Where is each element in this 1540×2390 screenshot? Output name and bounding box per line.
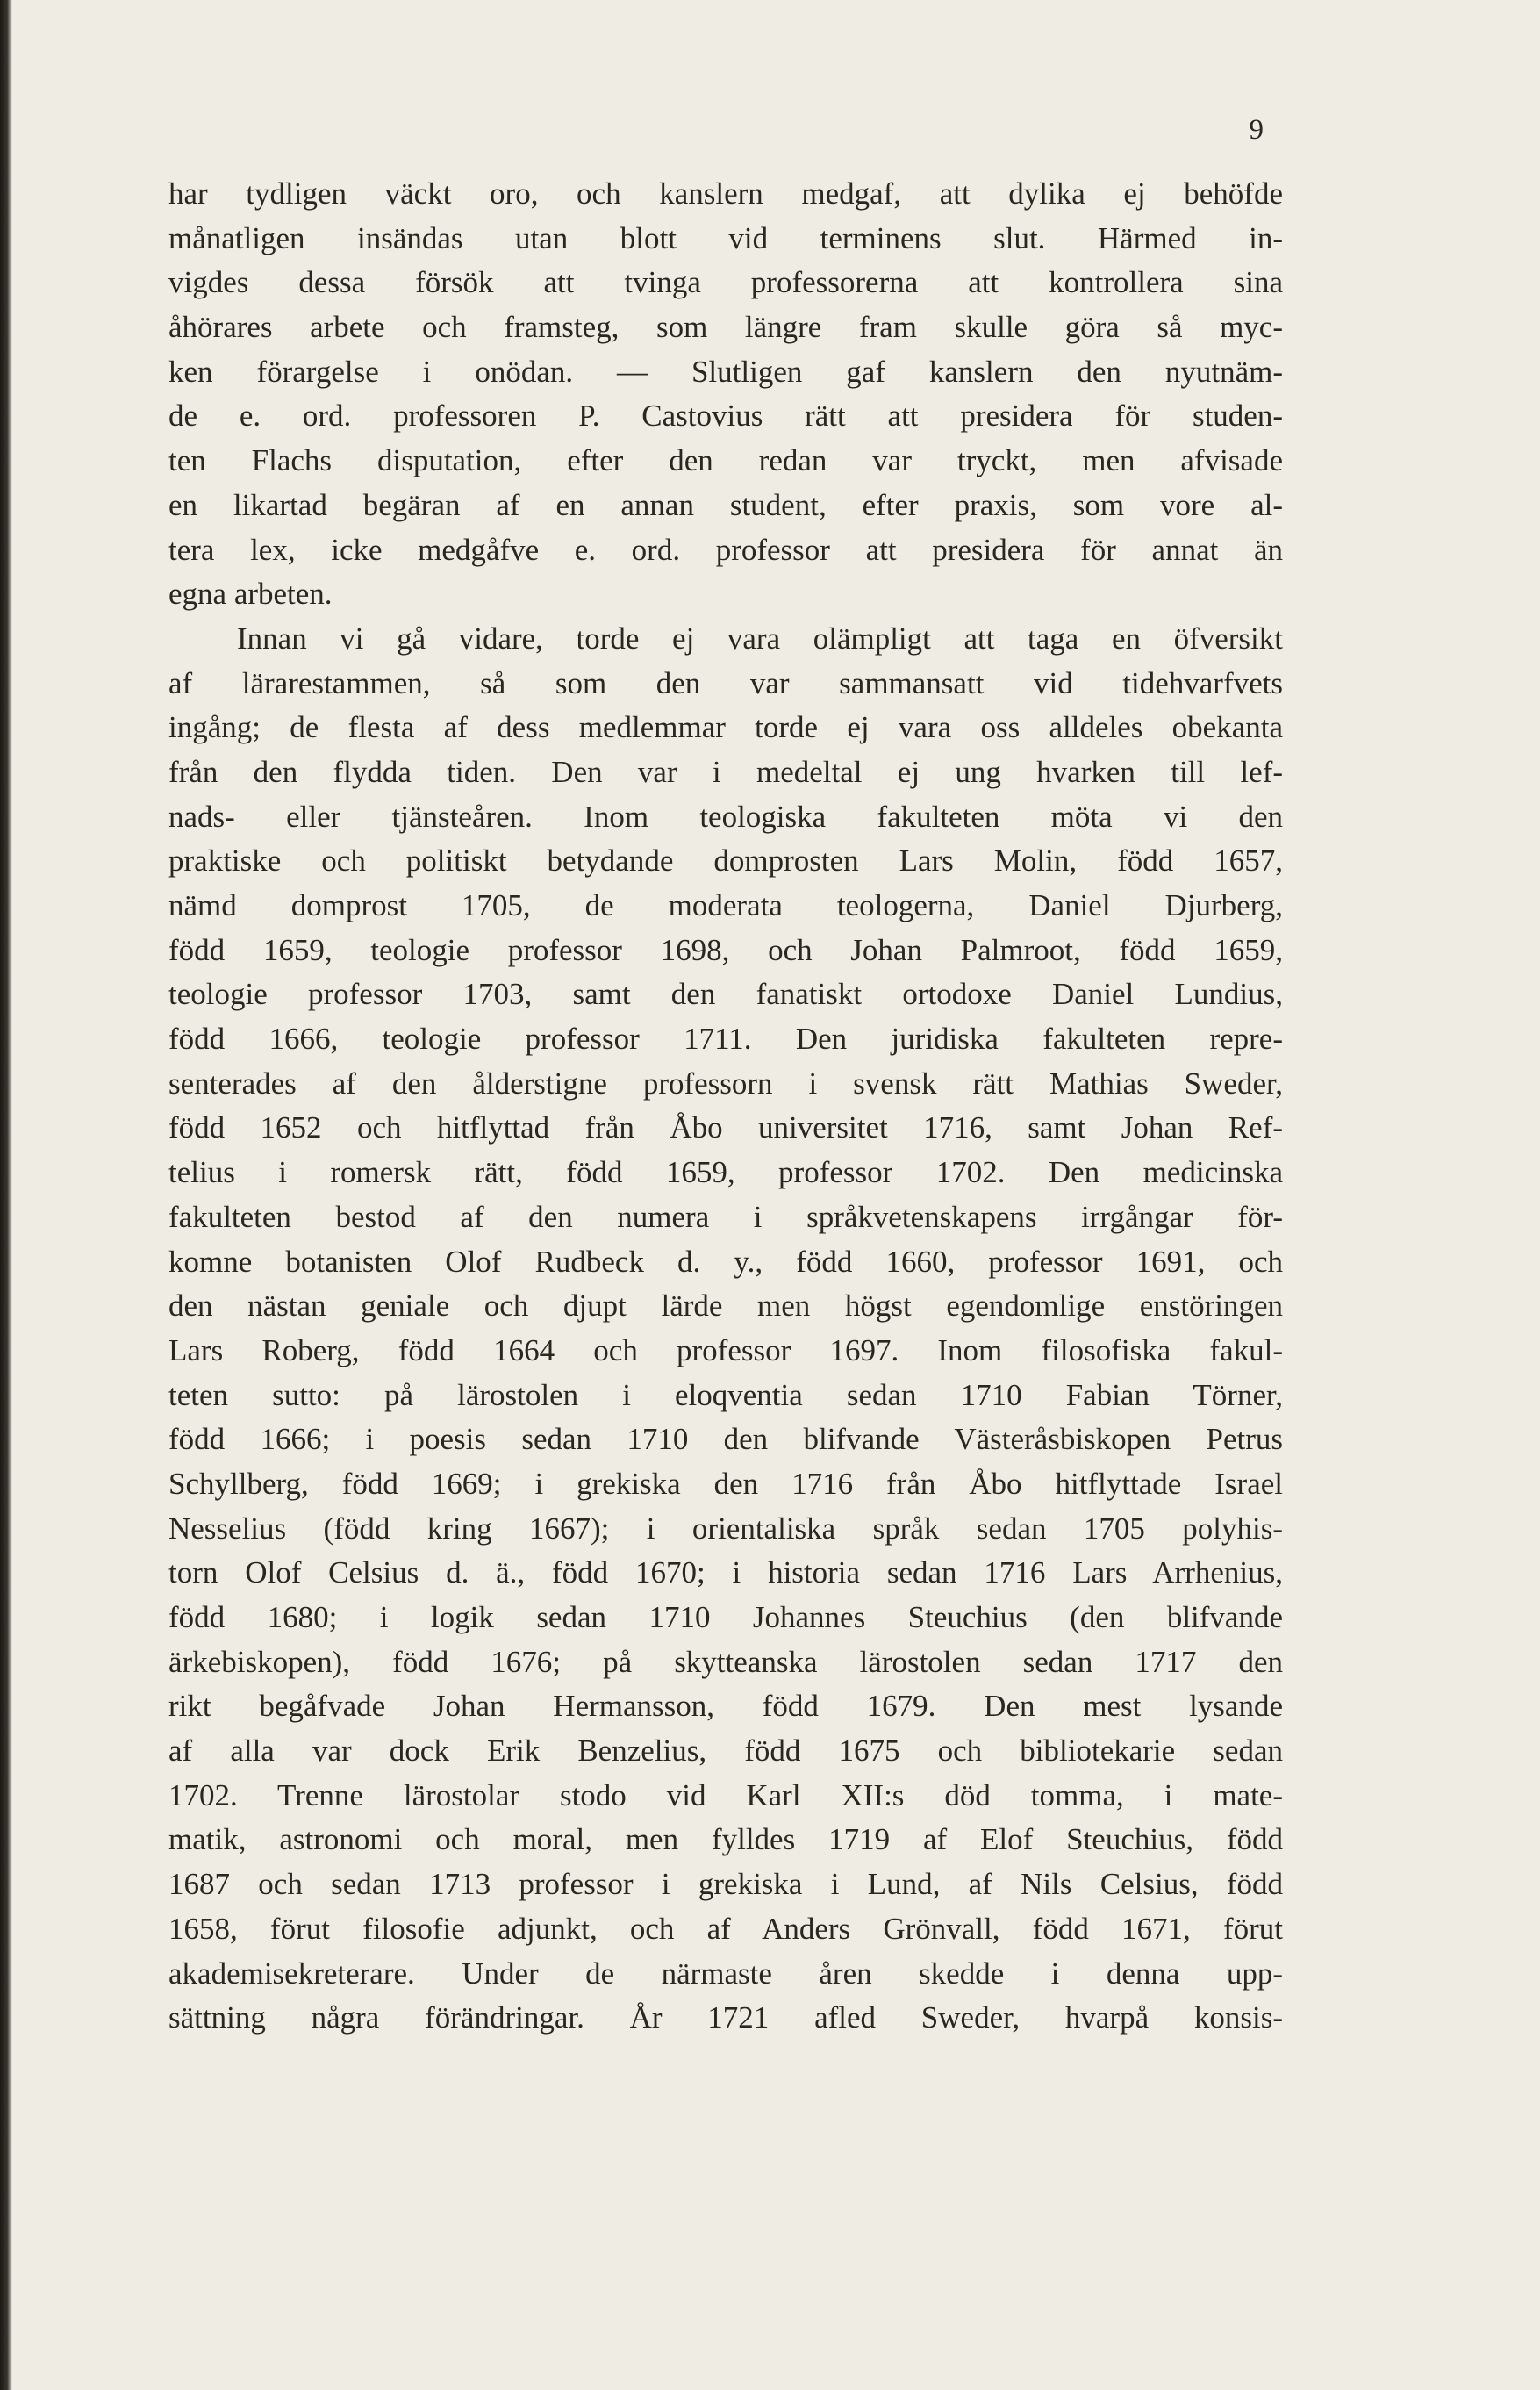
text-line: månatligen insändas utan blott vid terminens slut. Härmed in- <box>168 220 1283 255</box>
text-line: har tydligen väckt oro, och kanslern medgaf, att dylika ej behöfde <box>168 176 1283 211</box>
text-line: komne botanisten Olof Rudbeck d. y., född 1660, professor 1691, och <box>168 1244 1283 1279</box>
text-line: af lärarestammen, så som den var sammansatt vid tidehvarfvets <box>168 665 1283 700</box>
text-line: senterades af den ålderstigne professorn i svensk rätt Mathias Sweder, <box>168 1066 1283 1101</box>
text-line: Lars Roberg, född 1664 och professor 1697. Inom filosofiska fakul- <box>168 1332 1283 1367</box>
text-line: 1658, förut filosofie adjunkt, och af Anders Grönvall, född 1671, förut <box>168 1911 1283 1946</box>
text-line: praktiske och politiskt betydande domprosten Lars Molin, född 1657, <box>168 843 1283 879</box>
text-line: nads- eller tjänsteåren. Inom teologiska fakulteten möta vi den <box>168 799 1283 834</box>
text-line: född 1666; i poesis sedan 1710 den blifvande Västeråsbiskopen Petrus <box>168 1422 1283 1457</box>
body-text <box>168 172 1283 2041</box>
text-line: akademisekreterare. Under de närmaste åren skedde i denna upp- <box>168 1956 1283 1991</box>
text-line: matik, astronomi och moral, men fylldes 1719 af Elof Steuchius, född <box>168 1822 1283 1857</box>
text-line: rikt begåfvade Johan Hermansson, född 1679. Den mest lysande <box>168 1689 1283 1724</box>
page-number: 9 <box>1249 114 1264 146</box>
text-line: tera lex, icke medgåfve e. ord. professor att presidera för annat än <box>168 532 1283 567</box>
text-line: Nesselius (född kring 1667); i orientaliska språk sedan 1705 polyhis- <box>168 1511 1283 1546</box>
text-line: teten sutto: på lärostolen i eloqventia sedan 1710 Fabian Törner, <box>168 1377 1283 1412</box>
page-binding-edge <box>0 0 12 2390</box>
text-line: de e. ord. professoren P. Castovius rätt att presidera för studen- <box>168 398 1283 434</box>
text-line: fakulteten bestod af den numera i språkvetenskapens irrgångar för- <box>168 1199 1283 1234</box>
text-line: nämd domprost 1705, de moderata teologerna, Daniel Djurberg, <box>168 888 1283 922</box>
text-line: en likartad begäran af en annan student, efter praxis, som vore al- <box>168 487 1283 522</box>
text-line: torn Olof Celsius d. ä., född 1670; i historia sedan 1716 Lars Arrhenius, <box>168 1555 1283 1590</box>
text-line: ärkebiskopen), född 1676; på skytteanska lärostolen sedan 1717 den <box>168 1644 1283 1679</box>
text-line: egna arbeten. <box>168 577 333 612</box>
text-line: född 1652 och hitflyttad från Åbo universitet 1716, samt Johan Ref- <box>168 1110 1283 1145</box>
text-line: telius i romersk rätt, född 1659, professor 1702. Den medicinska <box>168 1155 1283 1190</box>
text-line: teologie professor 1703, samt den fanatiskt ortodoxe Daniel Lundius, <box>168 977 1283 1012</box>
text-line: från den flydda tiden. Den var i medeltal ej ung hvarken till lef- <box>168 754 1283 789</box>
text-line: ten Flachs disputation, efter den redan var tryckt, men afvisade <box>168 443 1283 478</box>
text-line: sättning några förändringar. År 1721 afled Sweder, hvarpå konsis- <box>168 2000 1283 2035</box>
text-line: 1702. Trenne lärostolar stodo vid Karl XII:s död tomma, i mate- <box>168 1777 1283 1812</box>
text-line: Schyllberg, född 1669; i grekiska den 1716 från Åbo hitflyttade Israel <box>168 1466 1283 1501</box>
text-line: vigdes dessa försök att tvinga professorerna att kontrollera sina <box>168 265 1283 300</box>
text-line: född 1659, teologie professor 1698, och Johan Palmroot, född 1659, <box>168 932 1283 967</box>
text-line: ingång; de flesta af dess medlemmar torde ej vara oss alldeles obekanta <box>168 710 1283 745</box>
text-line: den nästan geniale och djupt lärde men högst egendomlige enstöringen <box>168 1288 1283 1324</box>
text-line: 1687 och sedan 1713 professor i grekiska i Lund, af Nils Celsius, född <box>168 1867 1283 1902</box>
text-line: född 1680; i logik sedan 1710 Johannes Steuchius (den blifvande <box>168 1600 1283 1634</box>
text-line: Innan vi gå vidare, torde ej vara olämpligt att taga en öfversikt <box>237 621 1283 656</box>
text-line: född 1666, teologie professor 1711. Den juridiska fakulteten repre- <box>168 1022 1283 1057</box>
text-line: ken förargelse i onödan. — Slutligen gaf kanslern den nyutnäm- <box>168 354 1283 389</box>
text-line: af alla var dock Erik Benzelius, född 1675 och bibliotekarie sedan <box>168 1733 1283 1769</box>
text-line: åhörares arbete och framsteg, som längre fram skulle göra så myc- <box>168 310 1283 345</box>
